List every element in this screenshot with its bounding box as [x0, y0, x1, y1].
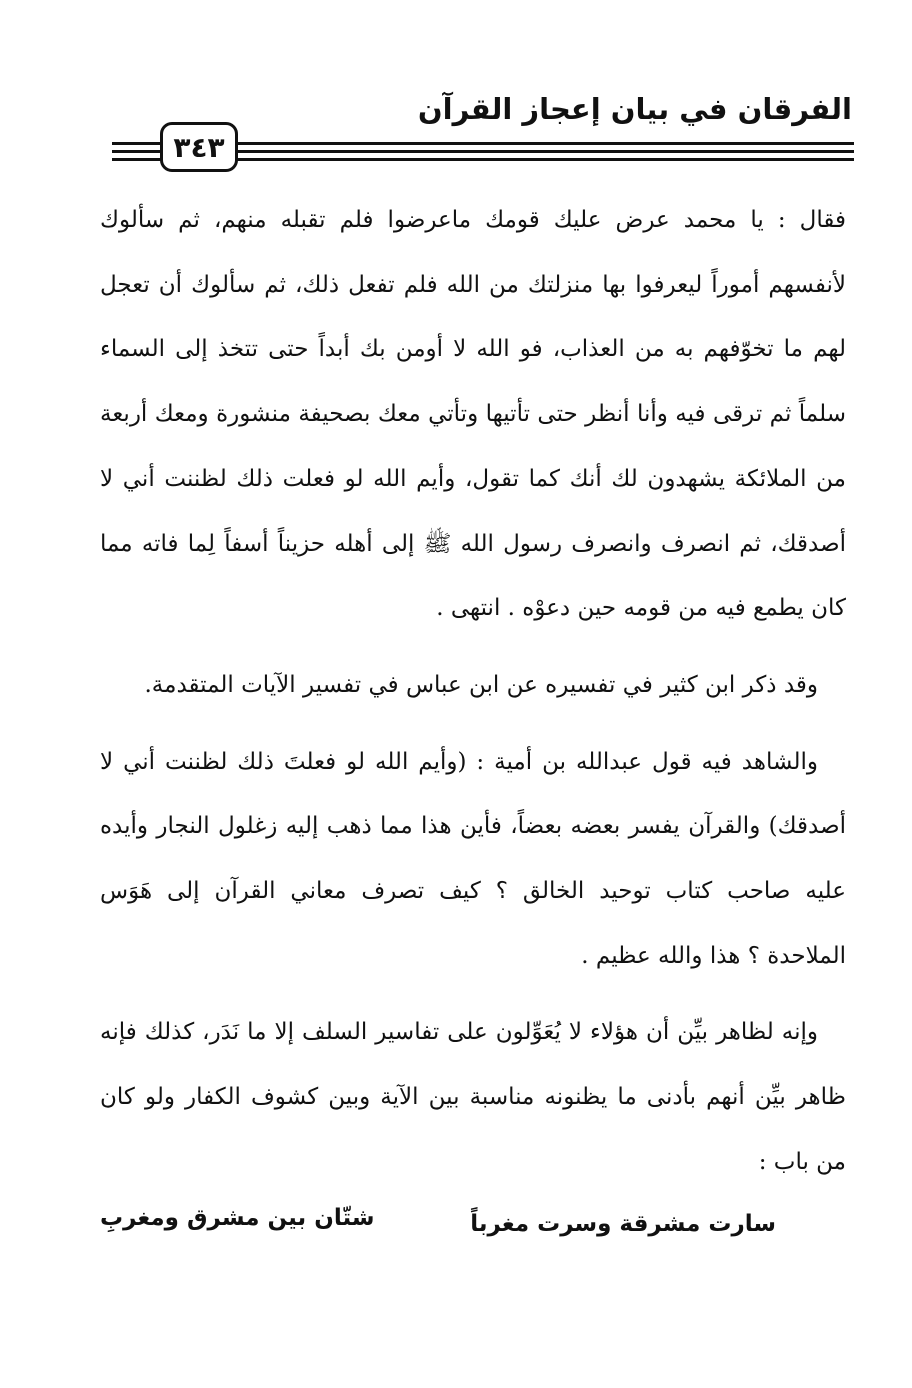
second-hemistich: شتّان بين مشرق ومغربِ [100, 1205, 375, 1231]
poetry-verse [100, 1205, 846, 1255]
body-text [100, 188, 846, 1195]
book-title: الفرقان في بيان إعجاز القرآن [417, 92, 852, 126]
paragraph: وإنه لظاهر بيِّن أن هؤلاء لا يُعَوِّلون على تفاسير السلف إلا ما نَدَر، كذلك فإنه ظاهر بيِّن أنهم بأدنى ما يظنونه مناسبة بين الآية وبين كشوف الكفار ولو كان من باب : [100, 1019, 846, 1175]
paragraph: فقال : يا محمد عرض عليك قومك ماعرضوا فلم تقبله منهم، ثم سألوك لأنفسهم أموراً ليعرفوا بها منزلتك من الله فلم تفعل ذلك، ثم سألوك أن تعجل لهم ما تخوّفهم به من العذاب، فو الله لا أومن بك أبداً حتى تتخذ إلى السماء سلماً ثم ترقى فيه وأنا أنظر حتى تأتيها وتأتي معك بصحيفة منشورة ومعك أربعة من الملائكة يشهدون لك أنك كما تقول، وأيم الله لو فعلت ذلك لظننت أني لا أصدقك، ثم انصرف وانصرف رسول الله ﷺ إلى أهله حزيناً أسفاً لِما فاته مما كان يطمع فيه من قومه حين دعوْه . انتهى . [100, 207, 846, 622]
first-hemistich: سارت مشرقة وسرت مغرباً [470, 1211, 776, 1237]
paragraph: وقد ذكر ابن كثير في تفسيره عن ابن عباس في تفسير الآيات المتقدمة. [144, 671, 818, 698]
page-number: ٣٤٣ [160, 122, 238, 172]
paragraph: والشاهد فيه قول عبدالله بن أمية : (وأيم الله لو فعلتَ ذلك لظننت أني لا أصدقك) والقرآن يفسر بعضه بعضاً، فأين هذا مما ذهب إليه زغلول النجار وأيده عليه صاحب كتاب توحيد الخالق ؟ كيف تصرف معاني القرآن إلى هَوَس الملاحدة ؟ هذا والله عظيم . [100, 748, 846, 969]
